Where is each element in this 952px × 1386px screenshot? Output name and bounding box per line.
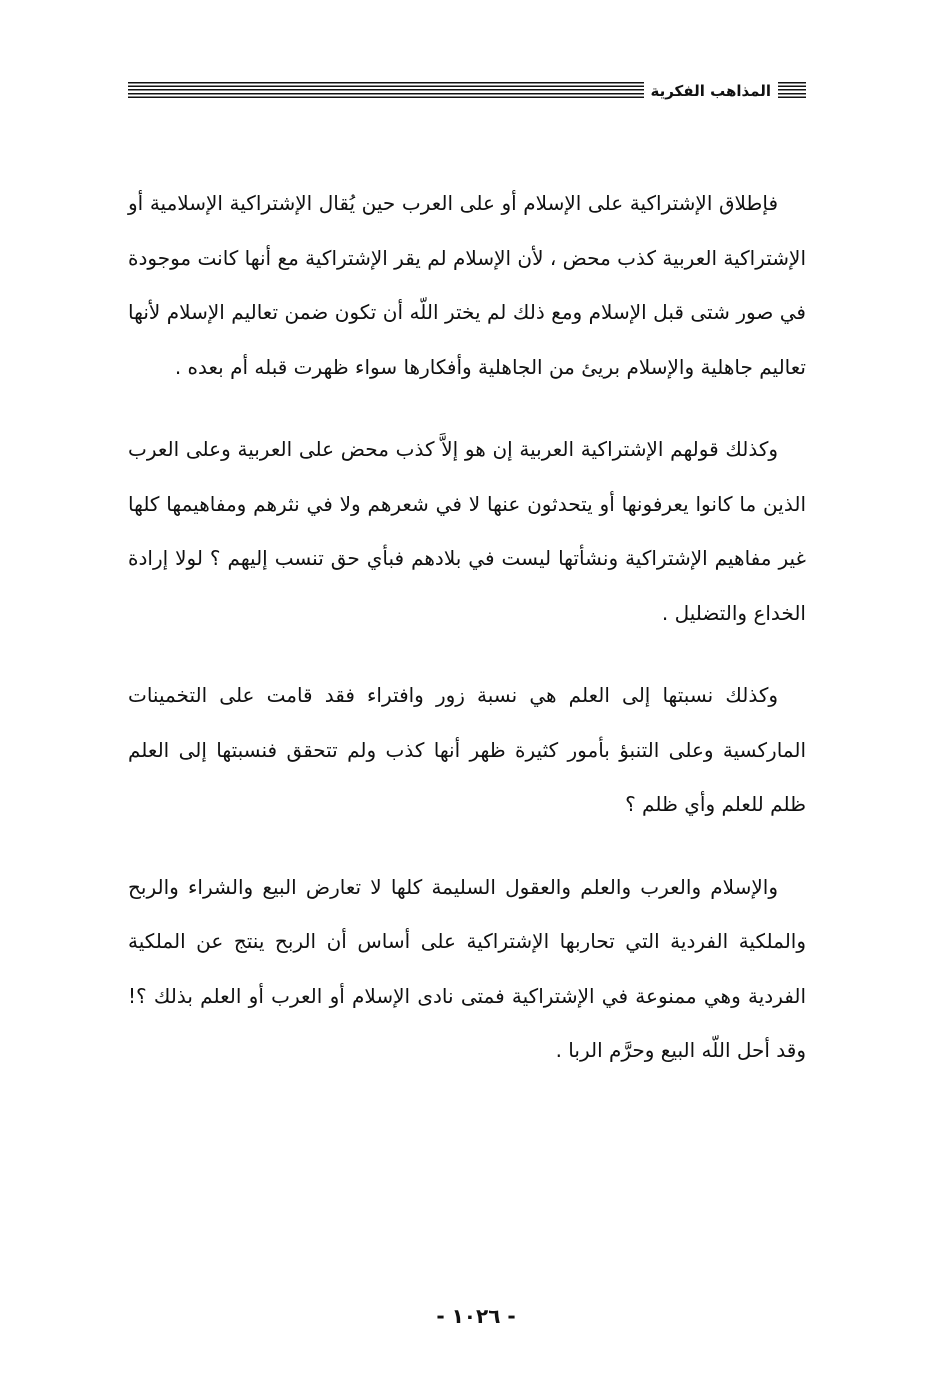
header-title: المذاهب الفكرية — [650, 82, 771, 100]
page-body — [128, 176, 806, 1106]
paragraph-2: وكذلك قولهم الإشتراكية العربية إن هو إلاَّ كذب محض على العربية وعلى العرب الذين ما كانوا يعرفونها أو يتحدثون عنها لا في شعرهم ولا في نثرهم ومفاهيمها كلها غير مفاهيم الإشتراكية ونشأتها ليست في بلادهم فبأي حق تنسب إليهم ؟ لولا إرادة الخداع والتضليل . — [128, 437, 806, 625]
paragraph-4: والإسلام والعرب والعلم والعقول السليمة كلها لا تعارض البيع والشراء والربح والملكية الفردية التي تحاربها الإشتراكية على أساس أن الربح ينتج عن الملكية الفردية وهي ممنوعة في الإشتراكية فمتى نادى الإسلام أو العرب أو العلم بذلك ؟! وقد أحل اللّه البيع وحرَّم الربا . — [128, 874, 806, 1062]
header-ornament-right — [778, 82, 806, 100]
paragraph-1: فإطلاق الإشتراكية على الإسلام أو على العرب حين يُقال الإشتراكية الإسلامية أو الإشتراكية العربية كذب محض ، لأن الإسلام لم يقر الإشتراكية مع أنها كانت موجودة في صور شتى قبل الإسلام ومع ذلك لم يختر اللّه أن تكون ضمن تعاليم الإسلام لأنها تعاليم جاهلية والإسلام بريئ من الجاهلية وأفكارها سواء ظهرت قبله أم بعده . — [128, 191, 806, 379]
page-number: - ١٠٢٦ - — [436, 1304, 516, 1328]
paragraph-3: وكذلك نسبتها إلى العلم هي نسبة زور وافتراء فقد قامت على التخمينات الماركسية وعلى التنبؤ بأمور كثيرة ظهر أنها كذب ولم تتحقق فنسبتها إلى العلم ظلم للعلم وأي ظلم ؟ — [128, 683, 806, 816]
header-rules — [128, 82, 644, 100]
running-header — [128, 76, 806, 106]
